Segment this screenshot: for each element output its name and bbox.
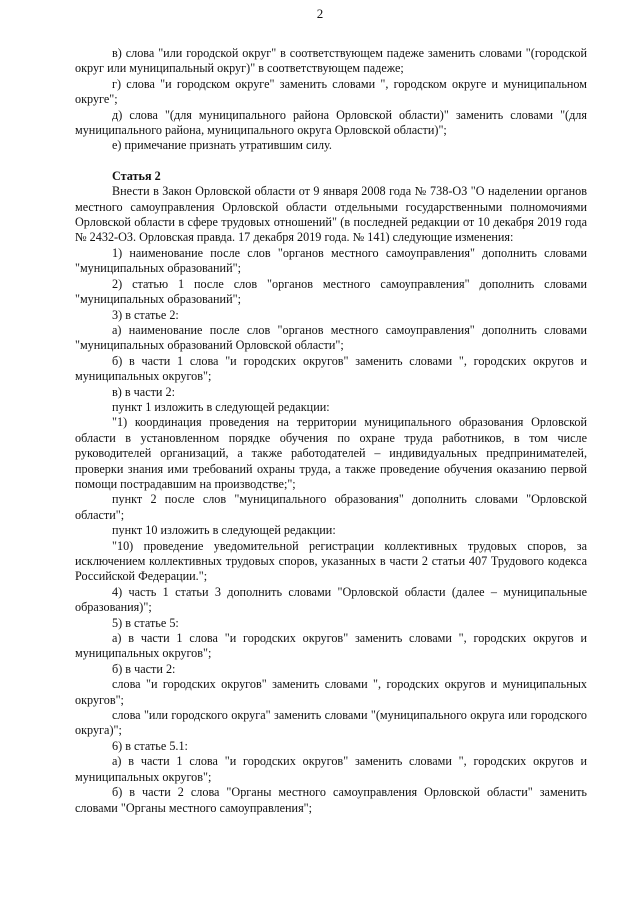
paragraph: 3) в статье 2: [112,307,179,322]
paragraph: в) слова "или городской округ" в соответствующем падеже заменить словами "(городской округ или муниципальный округ)" в соответствующем падеже; [75,46,587,76]
paragraph: "10) проведение уведомительной регистрации коллективных трудовых споров, за исключением коллективных трудовых споров, указанных в части 2 статьи 407 Трудового кодекса Российской Федерации."; [75,538,587,584]
document-body [75,46,587,816]
paragraph: Внести в Закон Орловской области от 9 января 2008 года № 738-ОЗ "О наделении органов местного самоуправления Орловской области отдельными государственными полномочиями Орловской области в сфере трудовых отношений" (в последней редакции от 10 декабря 2019 года № 2432-ОЗ. Орловская правда. 17 декабря 2019 года. № 141) следующие изменения: [75,184,587,245]
paragraph: пункт 1 изложить в следующей редакции: [112,399,330,414]
paragraph: слова "или городского округа" заменить словами "(муниципального округа или городского округа)"; [75,708,587,738]
paragraph: б) в части 2: [112,661,176,676]
paragraph: а) в части 1 слова "и городских округов" заменить словами ", городских округов и муниципальных округов"; [75,631,587,661]
page-number: 2 [316,6,324,21]
paragraph: 4) часть 1 статьи 3 дополнить словами "Орловской области (далее – муниципальные образования)"; [75,584,587,615]
paragraph: д) слова "(для муниципального района Орловской области)" заменить словами "(для муниципального района, муниципального округа Орловской области)"; [75,107,587,138]
paragraph: б) в части 2 слова "Органы местного самоуправления Орловской области" заменить словами "Органы местного самоуправления"; [75,785,587,815]
paragraph: слова "и городских округов" заменить словами ", городских округов и муниципальных округов"; [75,677,587,707]
paragraph: пункт 2 после слов "муниципального образования" дополнить словами "Орловской области"; [75,492,587,522]
paragraph: е) примечание признать утратившим силу. [112,138,332,153]
paragraph: г) слова "и городском округе" заменить словами ", городском округе и муниципальном округе"; [75,76,587,107]
article-heading: Статья 2 [112,168,161,183]
paragraph: 6) в статье 5.1: [112,738,188,753]
paragraph: пункт 10 изложить в следующей редакции: [112,523,336,538]
paragraph: 2) статью 1 после слов "органов местного самоуправления" дополнить словами "муниципальных образований"; [75,276,587,307]
paragraph: а) наименование после слов "органов местного самоуправления" дополнить словами "муниципальных образований Орловской области"; [75,322,587,353]
paragraph: 1) наименование после слов "органов местного самоуправления" дополнить словами "муниципальных образований"; [75,245,587,276]
paragraph: б) в части 1 слова "и городских округов" заменить словами ", городских округов и муниципальных округов"; [75,353,587,384]
paragraph: 5) в статье 5: [112,615,179,630]
paragraph: а) в части 1 слова "и городских округов" заменить словами ", городских округов и муниципальных округов"; [75,754,587,784]
paragraph: в) в части 2: [112,384,175,399]
paragraph: "1) координация проведения на территории муниципального образования Орловской области в установленном порядке обучения по охране труда работников, в том числе руководителей организаций, а также работодателей – индивидуальных предпринимателей, проверки знания ими требований охраны труда, а также проведение обучения оказанию первой помощи пострадавшим на производстве;"; [75,415,587,491]
